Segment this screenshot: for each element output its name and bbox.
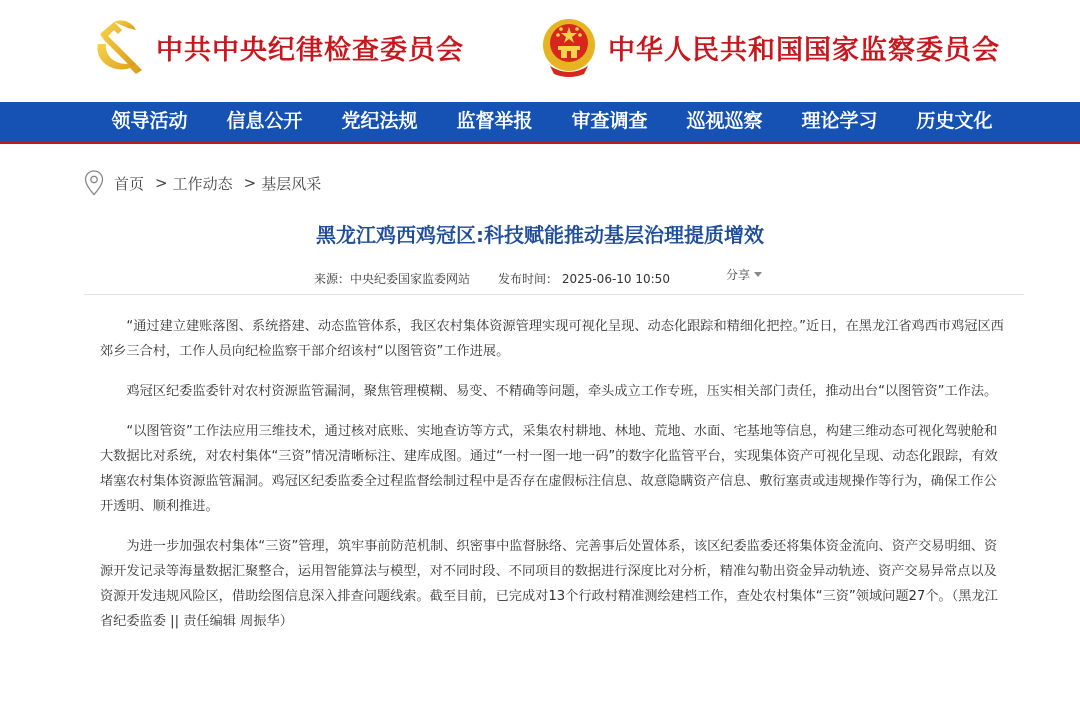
article-paragraph: 鸡冠区纪委监委针对农村资源监管漏洞，聚焦管理模糊、易变、不精确等问题，牵头成立工作专班，压实相关部门责任，推动出台“以图管资”工作法。 [126, 384, 998, 399]
share-label: 分享 [726, 268, 751, 282]
breadcrumb [84, 170, 321, 196]
article-paragraph: “通过建立建账落图、系统搭建、动态监管体系，我区农村集体资源管理实现可视化呈现、动态化跟踪和精细化把控。”近日，在黑龙江省鸡西市鸡冠区西郊乡三合村，工作人员向纪检监察干部介绍该村“以图管资”工作进展。 [100, 319, 1004, 359]
main-nav [0, 102, 1080, 144]
article-paragraph: “以图管资”工作法应用三维技术，通过核对底账、实地查访等方式，采集农村耕地、林地、荒地、水面、宅基地等信息，构建三维动态可视化驾驶舱和大数据比对系统，对农村集体“三资”情况清晰标注、建库成图。通过“一村一图一地一码”的数字化监管平台，实现集体资产可视化呈现、动态化跟踪，有效堵塞农村集体资源监管漏洞。鸡冠区纪委监委全过程监督绘制过程中是否存在虚假标注信息、故意隐瞒资产信息、敷衍塞责或违规操作等行为，确保工作公开透明、顺利推进。 [100, 424, 998, 514]
nav-item-theory[interactable]: 理论学习 [801, 110, 878, 132]
nsc-org-name: 中华人民共和国国家监察委员会 [608, 34, 1000, 66]
breadcrumb-separator: > [243, 174, 257, 192]
breadcrumb-home[interactable]: 首页 [114, 174, 145, 193]
breadcrumb-separator: > [155, 174, 168, 192]
article-title: 黑龙江鸡西鸡冠区:科技赋能推动基层治理提质增效 [316, 223, 764, 247]
ccdi-org-name: 中共中央纪律检查委员会 [156, 34, 464, 66]
nav-item-inspection[interactable]: 巡视巡察 [686, 110, 763, 132]
nav-item-info-disclosure[interactable]: 信息公开 [226, 110, 303, 132]
nav-item-history[interactable]: 历史文化 [916, 110, 993, 132]
hammer-sickle-emblem-icon [84, 14, 150, 80]
breadcrumb-grassroots[interactable]: 基层风采 [261, 174, 322, 193]
divider [84, 294, 1024, 295]
site-header [0, 0, 1080, 102]
article-source: 来源：中央纪委国家监委网站 [314, 271, 471, 286]
nav-item-party-rules[interactable]: 党纪法规 [341, 110, 418, 132]
location-pin-icon [84, 170, 104, 196]
nav-item-leadership[interactable]: 领导活动 [111, 110, 188, 132]
national-emblem-icon [536, 14, 602, 80]
article-paragraph: 为进一步加强农村集体“三资”管理，筑牢事前防范机制、织密事中监督脉络、完善事后处置体系，该区纪委监委还将集体资金流向、资产交易明细、资源开发记录等海量数据汇聚整合，运用智能算法与模型，对不同时段、不同项目的数据进行深度比对分析，精准勾勒出资金异动轨迹、资产交易异常点以及资源开发违规风险区，借助绘图信息深入排查问题线索。截至目前，已完成对13个行政村精准测绘建档工作，查处农村集体“三资”领域问题27个。（黑龙江省纪委监委 || 责任编辑 周振华） [100, 539, 998, 629]
breadcrumb-work-news[interactable]: 工作动态 [172, 174, 233, 193]
ccdi-logo-group[interactable] [84, 14, 464, 80]
article-body [100, 314, 1005, 649]
nav-item-investigation[interactable]: 审查调查 [571, 110, 648, 132]
share-button[interactable] [726, 266, 762, 283]
caret-down-icon [754, 272, 762, 277]
nsc-logo-group[interactable] [536, 14, 1000, 80]
article-publish-time: 发布时间： 2025-06-10 10:50 [498, 271, 670, 286]
nav-item-report[interactable]: 监督举报 [456, 110, 533, 132]
